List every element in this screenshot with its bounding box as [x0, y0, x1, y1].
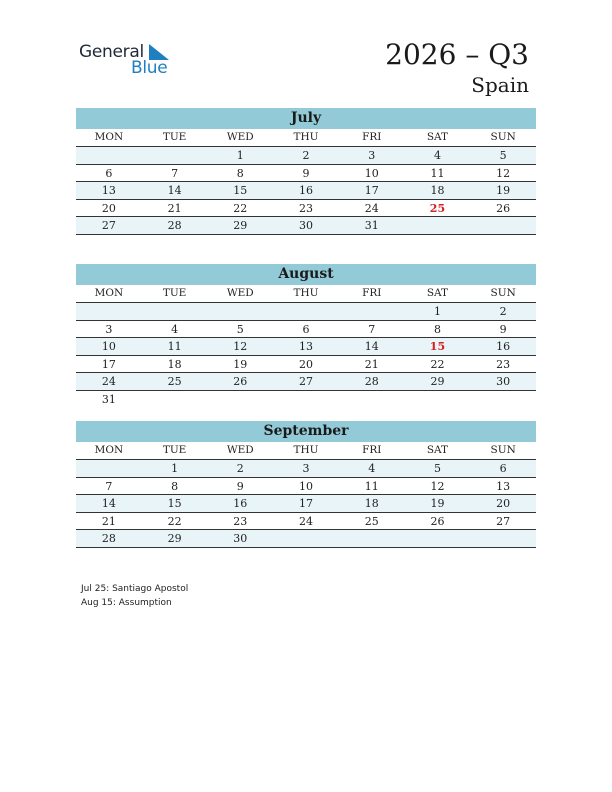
weekday-label: SAT [426, 131, 449, 143]
day-cell: 11 [364, 479, 379, 493]
week-row [76, 356, 536, 374]
day-cell: 16 [233, 497, 248, 510]
day-cell [339, 391, 405, 408]
day-cell: 14 [101, 497, 116, 510]
day-cell: 13 [496, 479, 511, 493]
month-name: July [76, 108, 536, 129]
week-row [76, 182, 536, 200]
day-cell: 29 [233, 219, 248, 232]
month-name: September [76, 421, 536, 442]
day-cell [207, 391, 273, 408]
day-cell: 4 [171, 322, 179, 336]
day-cell: 10 [299, 479, 314, 493]
day-cell: 22 [430, 357, 445, 371]
day-cell: 19 [233, 357, 248, 371]
day-cell: 15 [167, 497, 182, 510]
day-cell: 5 [433, 462, 441, 475]
weekday-label: FRI [362, 444, 382, 456]
day-cell: 23 [299, 201, 314, 215]
week-row [76, 373, 536, 391]
week-row [76, 165, 536, 183]
day-cell: 9 [499, 322, 507, 336]
day-cell: 15 [233, 184, 248, 197]
day-cell [142, 303, 208, 320]
day-cell: 29 [430, 375, 445, 388]
day-cell: 29 [167, 532, 182, 545]
day-cell [76, 303, 142, 320]
weekday-label: MON [94, 444, 124, 456]
weekday-label: TUE [162, 131, 187, 143]
day-cell: 12 [430, 479, 445, 493]
weekday-label: MON [94, 131, 124, 143]
day-cell: 6 [105, 166, 113, 180]
weekday-label: SAT [426, 287, 449, 299]
day-cell [470, 391, 536, 408]
weekday-header-row [76, 129, 536, 147]
day-cell: 6 [302, 322, 310, 336]
day-cell: 8 [236, 166, 244, 180]
day-cell: 17 [101, 357, 116, 371]
week-row [76, 200, 536, 218]
day-cell [339, 530, 405, 547]
day-cell: 7 [368, 322, 376, 336]
day-cell [405, 530, 471, 547]
day-cell [76, 460, 142, 477]
day-cell: 8 [171, 479, 179, 493]
day-cell: 14 [167, 184, 182, 197]
day-cell: 31 [364, 219, 379, 232]
weekday-label: FRI [362, 131, 382, 143]
day-cell: 2 [499, 305, 507, 318]
week-row [76, 478, 536, 496]
week-row [76, 303, 536, 321]
day-cell: 21 [167, 201, 182, 215]
day-cell: 30 [299, 219, 314, 232]
day-cell: 4 [433, 149, 441, 162]
day-cell: 11 [167, 340, 182, 353]
day-cell [207, 303, 273, 320]
month-calendar-august [76, 264, 536, 407]
weekday-label: THU [293, 131, 319, 143]
day-cell [470, 217, 536, 234]
day-cell [470, 530, 536, 547]
day-cell: 28 [364, 375, 379, 388]
weekday-label: WED [226, 444, 254, 456]
day-cell: 25 [167, 375, 182, 388]
day-cell: 6 [499, 462, 507, 475]
day-cell: 13 [299, 340, 314, 353]
day-cell: 9 [236, 479, 244, 493]
day-cell: 5 [499, 149, 507, 162]
day-cell [339, 303, 405, 320]
week-row [76, 147, 536, 165]
weekday-label: FRI [362, 287, 382, 299]
day-cell: 3 [302, 462, 310, 475]
weekday-label: THU [293, 287, 319, 299]
day-cell: 26 [430, 514, 445, 528]
day-cell: 10 [101, 340, 116, 353]
weekday-label: SAT [426, 444, 449, 456]
weekday-label: WED [226, 131, 254, 143]
day-cell [142, 147, 208, 164]
day-cell: 31 [101, 392, 116, 406]
day-cell: 18 [167, 357, 182, 371]
day-cell: 16 [299, 184, 314, 197]
weekday-header-row [76, 285, 536, 303]
day-cell: 25 [364, 514, 379, 528]
weekday-label: WED [226, 287, 254, 299]
day-cell: 20 [496, 497, 511, 510]
day-cell: 24 [101, 375, 116, 388]
day-cell: 16 [496, 340, 511, 353]
day-cell: 17 [299, 497, 314, 510]
holiday-note: Aug 15: Assumption [81, 598, 172, 608]
day-cell: 26 [496, 201, 511, 215]
day-cell: 11 [430, 166, 445, 180]
day-cell: 24 [364, 201, 379, 215]
day-cell: 28 [167, 219, 182, 232]
day-cell: 3 [368, 149, 376, 162]
day-cell: 2 [302, 149, 310, 162]
week-row [76, 513, 536, 531]
day-cell: 27 [299, 375, 314, 388]
logo-word-blue: Blue [131, 58, 168, 78]
day-cell: 25 [429, 201, 446, 215]
day-cell: 22 [167, 514, 182, 528]
day-cell [76, 147, 142, 164]
day-cell: 1 [433, 305, 441, 318]
holiday-notes [81, 582, 188, 610]
day-cell: 13 [101, 184, 116, 197]
month-calendar-july [76, 108, 536, 235]
day-cell: 2 [236, 462, 244, 475]
day-cell: 27 [101, 219, 116, 232]
day-cell: 23 [233, 514, 248, 528]
day-cell: 12 [233, 340, 248, 353]
page-title: 2026 – Q3 [385, 38, 529, 71]
weekday-header-row [76, 442, 536, 460]
weekday-label: SUN [490, 131, 516, 143]
day-cell: 12 [496, 166, 511, 180]
day-cell: 7 [171, 166, 179, 180]
week-row [76, 530, 536, 548]
weekday-label: TUE [162, 444, 187, 456]
day-cell [405, 217, 471, 234]
month-name: August [76, 264, 536, 285]
logo-word-general: General [79, 42, 144, 62]
day-cell: 1 [236, 149, 244, 162]
day-cell [142, 391, 208, 408]
day-cell: 8 [433, 322, 441, 336]
weekday-label: SUN [490, 444, 516, 456]
day-cell: 19 [430, 497, 445, 510]
week-row [76, 217, 536, 235]
week-row [76, 321, 536, 339]
week-row [76, 495, 536, 513]
day-cell: 20 [299, 357, 314, 371]
day-cell: 19 [496, 184, 511, 197]
day-cell: 24 [299, 514, 314, 528]
country-name: Spain [471, 73, 529, 97]
day-cell: 27 [496, 514, 511, 528]
day-cell: 21 [364, 357, 379, 371]
day-cell: 22 [233, 201, 248, 215]
day-cell: 5 [236, 322, 244, 336]
weekday-label: SUN [490, 287, 516, 299]
day-cell: 21 [101, 514, 116, 528]
day-cell [405, 391, 471, 408]
weekday-label: THU [293, 444, 319, 456]
day-cell: 15 [429, 340, 446, 353]
day-cell: 18 [364, 497, 379, 510]
day-cell: 30 [233, 532, 248, 545]
month-calendar-september [76, 421, 536, 548]
day-cell: 9 [302, 166, 310, 180]
day-cell: 23 [496, 357, 511, 371]
holiday-note: Jul 25: Santiago Apostol [81, 584, 189, 594]
day-cell [273, 530, 339, 547]
day-cell: 28 [101, 532, 116, 545]
day-cell: 3 [105, 322, 113, 336]
day-cell: 30 [496, 375, 511, 388]
week-row [76, 460, 536, 478]
day-cell: 14 [364, 340, 379, 353]
day-cell: 17 [364, 184, 379, 197]
day-cell: 26 [233, 375, 248, 388]
day-cell: 4 [368, 462, 376, 475]
week-row [76, 391, 536, 408]
weekday-label: MON [94, 287, 124, 299]
day-cell: 18 [430, 184, 445, 197]
day-cell: 7 [105, 479, 113, 493]
week-row [76, 338, 536, 356]
day-cell: 20 [101, 201, 116, 215]
day-cell [273, 391, 339, 408]
generalblue-logo [79, 42, 179, 82]
day-cell: 1 [171, 462, 179, 475]
day-cell [273, 303, 339, 320]
weekday-label: TUE [162, 287, 187, 299]
day-cell: 10 [364, 166, 379, 180]
